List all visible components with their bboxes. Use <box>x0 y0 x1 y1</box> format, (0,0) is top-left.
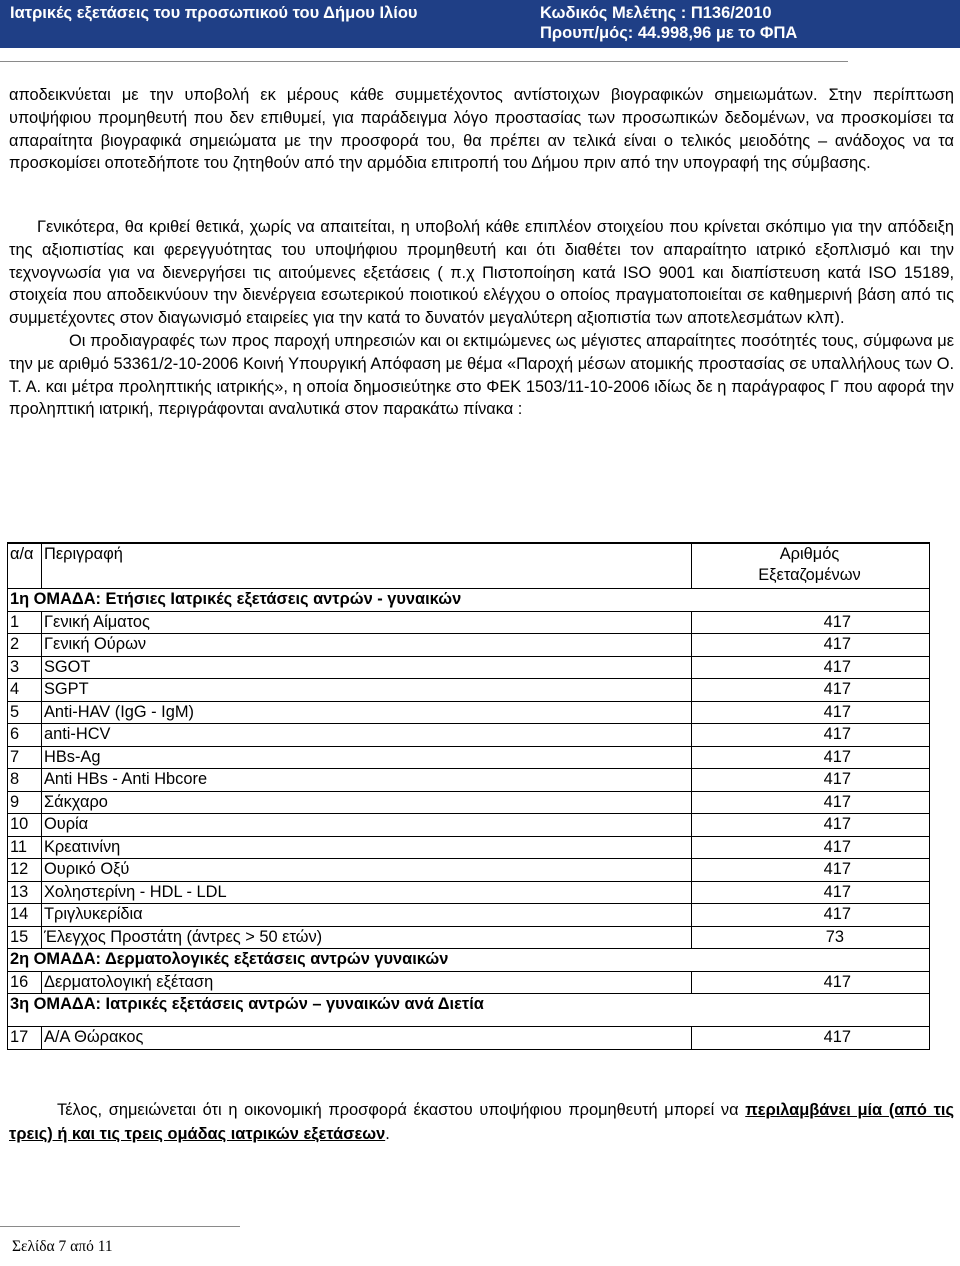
row-description: Τριγλυκερίδια <box>42 904 692 927</box>
paragraph-3: Οι προδιαγραφές των προς παροχή υπηρεσιών και οι εκτιμώμενες ως μέγιστες απαραίτητες ποσότητές τους, σύμφωνα με την με αριθμό 53361/2-10-2006 Κοινή Υπουργική Απόφαση με θέμα «Παροχή μέσων ατομικής προστασίας σε υπαλλήλους των Ο. Τ. Α. και μέτρα προληπτικής ιατρικής», η οποία δημοσιεύτηκε στο ΦΕΚ 1503/11-10-2006 ιδίως δε η παράγραφος Γ που αφορά την προληπτική ιατρική, περιγράφονται αναλυτικά στον παρακάτω πίνακα : <box>9 331 954 419</box>
table-row <box>8 724 930 747</box>
closing-text <box>9 1098 954 1146</box>
table-row <box>8 791 930 814</box>
row-count: 417 <box>692 679 930 702</box>
row-number: 4 <box>8 679 42 702</box>
table-row <box>8 859 930 882</box>
paragraph-cv <box>9 84 954 175</box>
row-description: Γενική Ούρων <box>42 634 692 657</box>
row-number: 12 <box>8 859 42 882</box>
col-description-header: Περιγραφή <box>42 543 692 589</box>
table-row <box>8 679 930 702</box>
table-row <box>8 769 930 792</box>
table-row <box>8 746 930 769</box>
row-count: 417 <box>692 881 930 904</box>
table-row <box>8 814 930 837</box>
row-number: 13 <box>8 881 42 904</box>
group-3-title: 3η ΟΜΑΔΑ: Ιατρικές εξετάσεις αντρών – γυναικών ανά Διετία <box>8 994 930 1027</box>
closing-lead: Τέλος, σημειώνεται ότι η οικονομική προσφορά έκαστου υποψήφιου προμηθευτή μπορεί να <box>57 1101 746 1119</box>
row-description: Anti-HAV (IgG - IgM) <box>42 701 692 724</box>
footer-divider <box>0 1226 240 1227</box>
row-count: 417 <box>692 611 930 634</box>
row-description: HBs-Ag <box>42 746 692 769</box>
row-count: 417 <box>692 859 930 882</box>
row-count: 417 <box>692 814 930 837</box>
row-description: Α/Α Θώρακος <box>42 1027 692 1050</box>
header-study-code: Κωδικός Μελέτης : Π136/2010 <box>540 4 772 22</box>
row-count: 417 <box>692 1027 930 1050</box>
row-number: 14 <box>8 904 42 927</box>
row-description: SGPT <box>42 679 692 702</box>
row-number: 9 <box>8 791 42 814</box>
document-header <box>0 0 960 48</box>
row-description: Κρεατινίνη <box>42 836 692 859</box>
table-row <box>8 881 930 904</box>
row-description: Ουρικό Οξύ <box>42 859 692 882</box>
row-number: 8 <box>8 769 42 792</box>
paragraph-block <box>9 216 954 421</box>
group-1-title: 1η ΟΜΑΔΑ: Ετήσιες Ιατρικές εξετάσεις αντρών - γυναικών <box>8 589 930 612</box>
group-row-2 <box>8 949 930 972</box>
col-count-header <box>692 543 930 589</box>
row-number: 3 <box>8 656 42 679</box>
row-number: 11 <box>8 836 42 859</box>
row-number: 17 <box>8 1027 42 1050</box>
row-count: 417 <box>692 701 930 724</box>
row-count: 417 <box>692 656 930 679</box>
header-budget: Προυπ/μός: 44.998,96 με το ΦΠΑ <box>540 24 798 42</box>
table-header-row <box>8 543 930 589</box>
paragraph-1: αποδεικνύεται με την υποβολή εκ μέρους κάθε συμμετέχοντος αντίστοιχων βιογραφικών σημειωμάτων. Στην περίπτωση υποψήφιου προμηθευτή που δεν επιθυμεί, για παράδειγμα λόγο προστασίας των προσωπικών δεδομένων, να προσκομίσει τα απαραίτητα βιογραφικά σημειώματα με την προσφορά του, θα πρέπει αν τελικά είναι ο τελικός μειοδότης – ανάδοχος να τα προσκομίσει οποτεδήποτε του ζητηθούν από την αρμόδια επιτροπή του Δήμου πριν από την υπογραφή της σύμβασης. <box>9 86 954 173</box>
group-2-title: 2η ΟΜΑΔΑ: Δερματολογικές εξετάσεις αντρών γυναικών <box>8 949 930 972</box>
row-description: Anti HBs - Anti Hbcore <box>42 769 692 792</box>
row-description: SGOT <box>42 656 692 679</box>
row-count: 417 <box>692 904 930 927</box>
table-row <box>8 926 930 949</box>
group-row-1 <box>8 589 930 612</box>
closing-end: . <box>385 1125 390 1143</box>
row-number: 10 <box>8 814 42 837</box>
col-count-header-line2: Εξεταζομένων <box>758 566 861 584</box>
table-row <box>8 611 930 634</box>
exams-table <box>7 542 930 1050</box>
page-number: Σελίδα 7 από 11 <box>12 1238 113 1255</box>
closing-paragraph <box>9 1098 954 1146</box>
row-description: Έλεγχος Προστάτη (άντρες > 50 ετών) <box>42 926 692 949</box>
row-number: 5 <box>8 701 42 724</box>
paragraph-2: Γενικότερα, θα κριθεί θετικά, χωρίς να απαιτείται, η υποβολή κάθε επιπλέον στοιχείου που κρίνεται σκόπιμο για την απόδειξη της αξιοπιστίας και φερεγγυότητας του υποψήφιου προμηθευτή και ότι διαθέτει τον απαραίτητο ιατρικό εξοπλισμό και την τεχνογνωσία για να διενεργήσει τις αιτούμενες εξετάσεις ( π.χ Πιστοποίηση κατά ISO 9001 και διαπίστευση κατά ISO 15189, στοιχεία που αποδεικνύουν την διενέργεια εσωτερικού ποιοτικού ελέγχου ο οποίος πραγματοποιείται σε καθημερινή βάση από τις συμμετέχοντες στον διαγωνισμό εταιρείες για την κατά το δυνατόν μεγαλύτερη αξιοπιστία των αποτελεσμάτων κλπ). <box>9 218 954 328</box>
row-count: 417 <box>692 971 930 994</box>
table-row <box>8 656 930 679</box>
row-description: Χοληστερίνη - HDL - LDL <box>42 881 692 904</box>
col-number-header: α/α <box>8 543 42 589</box>
row-number: 1 <box>8 611 42 634</box>
row-count: 417 <box>692 724 930 747</box>
table-row <box>8 634 930 657</box>
row-description: anti-HCV <box>42 724 692 747</box>
group-row-3 <box>8 994 930 1027</box>
row-description: Σάκχαρο <box>42 791 692 814</box>
table-row <box>8 836 930 859</box>
row-number: 2 <box>8 634 42 657</box>
header-title: Ιατρικές εξετάσεις του προσωπικού του Δήμου Ιλίου <box>10 4 418 22</box>
row-number: 15 <box>8 926 42 949</box>
table-row <box>8 701 930 724</box>
row-count: 417 <box>692 836 930 859</box>
row-description: Ουρία <box>42 814 692 837</box>
row-number: 16 <box>8 971 42 994</box>
row-count: 417 <box>692 791 930 814</box>
row-count: 417 <box>692 746 930 769</box>
table-row <box>8 1027 930 1050</box>
row-count: 417 <box>692 634 930 657</box>
row-count: 73 <box>692 926 930 949</box>
col-count-header-line1: Αριθμός <box>779 545 840 563</box>
table-row <box>8 904 930 927</box>
row-number: 6 <box>8 724 42 747</box>
table-row <box>8 971 930 994</box>
row-number: 7 <box>8 746 42 769</box>
row-description: Γενική Αίματος <box>42 611 692 634</box>
header-divider <box>0 61 848 62</box>
row-description: Δερματολογική εξέταση <box>42 971 692 994</box>
row-count: 417 <box>692 769 930 792</box>
closing-emphasis: περιλαμβάνει μία (από τις τρεις) ή και τις τρεις ομάδας ιατρικών εξετάσεων <box>9 1101 954 1143</box>
